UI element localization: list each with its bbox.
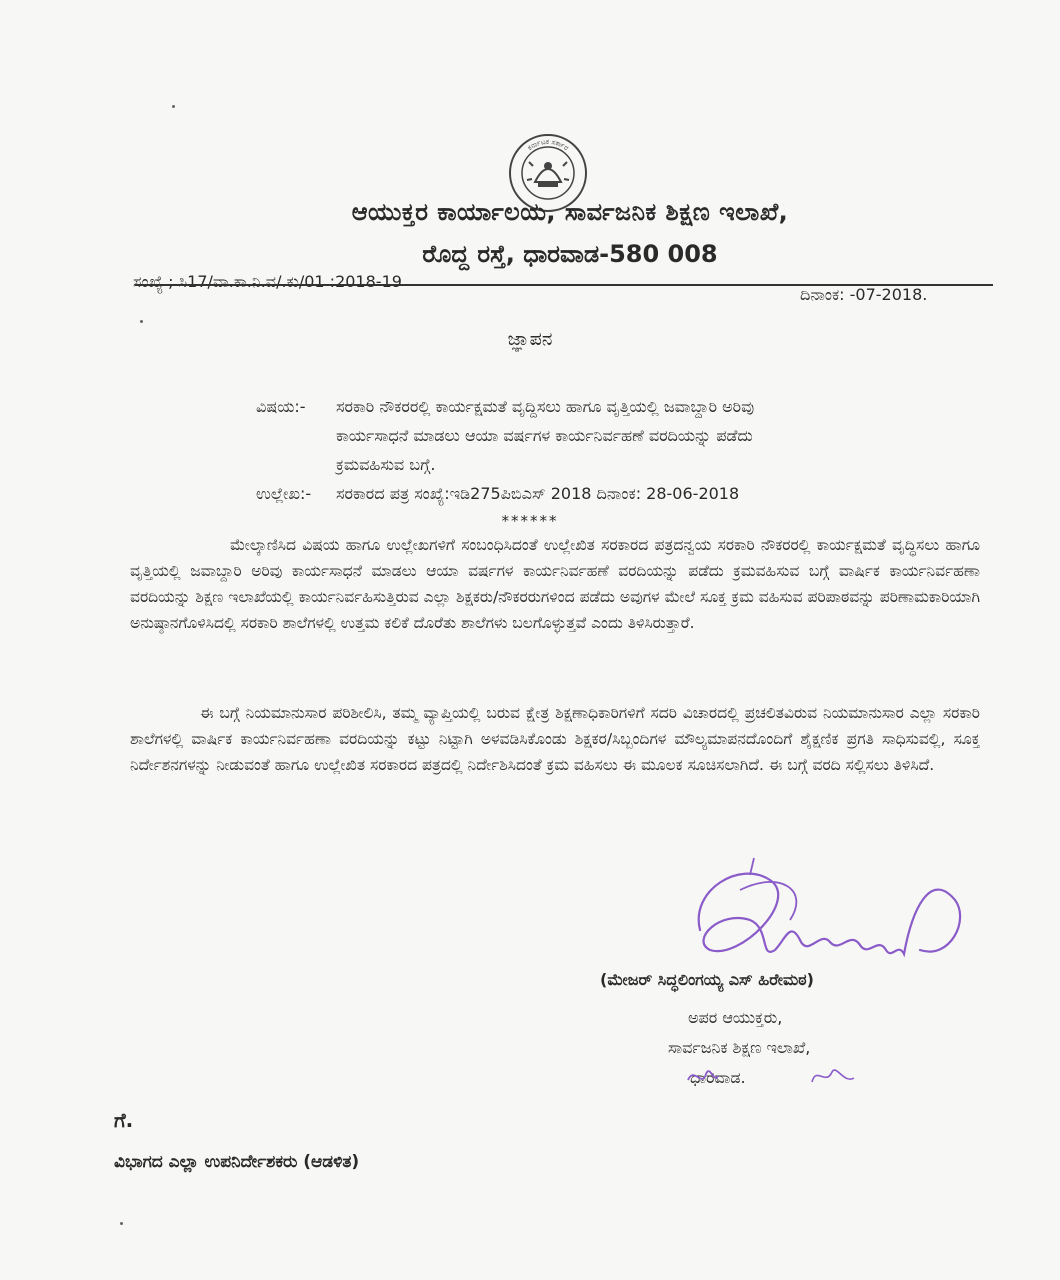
subject-line-3: ಕ್ರಮವಹಿಸುವ ಬಗ್ಗೆ.: [336, 455, 436, 474]
subject-line-2: ಕಾರ್ಯಸಾಧನೆ ಮಾಡಲು ಆಯಾ ವರ್ಷಗಳ ಕಾರ್ಯನಿರ್ವಹಣೆ ವರದಿಯನ್ನು ಪಡೆದು: [336, 426, 753, 445]
body-paragraph-1: ಮೇಲ್ಕಾಣಿಸಿದ ವಿಷಯ ಹಾಗೂ ಉಲ್ಲೇಖಗಳಿಗೆ ಸಂಬಂಧಿಸಿದಂತೆ ಉಲ್ಲೇಖಿತ ಸರಕಾರದ ಪತ್ರದನ್ವಯ ಸರಕಾರಿ ನೌಕರರಲ್ಲಿ ಕಾರ್ಯಕ್ಷಮತೆ ವೃದ್ಧಿಸಲು ಹಾಗೂ ವೃತ್ತಿಯಲ್ಲಿ ಜವಾಬ್ದಾರಿ ಅರಿವು ಕಾರ್ಯಸಾಧನೆ ಮಾಡಲು ಆಯಾ ವರ್ಷಗಳ ಕಾರ್ಯನಿರ್ವಹಣೆ ವರದಿಯನ್ನು ಪಡೆದು ಕ್ರಮವಹಿಸುವ ಬಗ್ಗೆ ವಾರ್ಷಿಕ ಕಾರ್ಯನಿರ್ವಹಣಾ ವರದಿಯನ್ನು ಶಿಕ್ಷಣ ಇಲಾಖೆಯಲ್ಲಿ ಕಾರ್ಯನಿರ್ವಹಿಸುತ್ತಿರುವ ಎಲ್ಲಾ ಶಿಕ್ಷಕರು/ನೌಕರರುಗಳಿಂದ ಪಡೆದು ಅವುಗಳ ಮೇಲೆ ಸೂಕ್ತ ಕ್ರಮ ವಹಿಸುವ ಪರಿಪಾಠವನ್ನು ಪರಿಣಾಮಕಾರಿಯಾಗಿ ಅನುಷ್ಠಾನಗೊಳಿಸಿದಲ್ಲಿ ಸರಕಾರಿ ಶಾಲೆಗಳಲ್ಲಿ ಉತ್ತಮ ಕಲಿಕೆ ದೊರೆತು ಶಾಲೆಗಳು ಬಲಗೊಳ್ಳುತ್ತವೆ ಎಂದು ತಿಳಿಸಿರುತ್ತಾರೆ.: [130, 536, 980, 632]
memo-date: ದಿನಾಂಕ: -07-2018.: [800, 285, 928, 304]
subject-line-1: ಸರಕಾರಿ ನೌಕರರಲ್ಲಿ ಕಾರ್ಯಕ್ಷಮತೆ ವೃದ್ದಿಸಲು ಹಾಗೂ ವೃತ್ತಿಯಲ್ಲಿ ಜವಾಬ್ದಾರಿ ಅರಿವು: [336, 397, 755, 416]
reference-text: ಸರಕಾರದ ಪತ್ರ ಸಂಖ್ಯೆ:ಇಡಿ275ಪಿಬಿಎಸ್ 2018 ದಿನಾಂಕ: 28-06-2018: [336, 484, 740, 503]
reference-block: [256, 484, 946, 504]
office-name: ಆಯುಕ್ತರ ಕಾರ್ಯಾಲಯ, ಸಾರ್ವಜನಿಕ ಶಿಕ್ಷಣ ಇಲಾಖೆ,: [351, 198, 789, 226]
signer-department: ಸಾರ್ವಜನಿಕ ಶಿಕ್ಷಣ ಇಲಾಖೆ,: [668, 1038, 811, 1057]
recipient: ವಿಭಾಗದ ಎಲ್ಲಾ ಉಪನಿರ್ದೇಶಕರು (ಆಡಳಿತ): [114, 1152, 360, 1172]
signer-name: (ಮೇಜರ್ ಸಿದ್ಧಲಿಂಗಯ್ಯ ಎಸ್ ಹಿರೇಮಠ): [600, 970, 814, 989]
subject-label: ವಿಷಯ:-: [256, 397, 306, 416]
memo-title: ಜ್ಞಾಪನ: [507, 328, 553, 350]
reference-number: ಸಂಖ್ಯೆ ; ಸಿ17/ವಾ.ಕಾ.ನಿ.ವ/.ಕು/01 :2018-19: [133, 272, 402, 291]
signer-location: ಧಾರವಾಡ.: [690, 1068, 746, 1087]
reference-label: ಉಲ್ಲೇಖ:-: [256, 484, 312, 503]
scan-speck: [120, 1222, 123, 1225]
handwritten-signature: [680, 850, 980, 990]
emblem-text: ಕರ್ನಾಟಕ ಸರ್ಕಾರ: [526, 137, 570, 153]
svg-text:ಕರ್ನಾಟಕ ಸರ್ಕಾರ: [526, 138, 570, 152]
handwritten-initials: [684, 1060, 884, 1090]
signer-designation: ಅಪರ ಆಯುಕ್ತರು,: [688, 1008, 783, 1027]
subject-block: [256, 392, 946, 479]
scan-speck: [172, 105, 175, 108]
office-address: ರೊದ್ದ ರಸ್ತೆ, ಧಾರವಾಡ-580 008: [422, 240, 718, 268]
separator: ******: [501, 512, 559, 530]
scan-speck: [140, 320, 143, 323]
body-paragraph-2: ಈ ಬಗ್ಗೆ ನಿಯಮಾನುಸಾರ ಪರಿಶೀಲಿಸಿ, ತಮ್ಮ ವ್ಯಾಪ್ತಿಯಲ್ಲಿ ಬರುವ ಕ್ಷೇತ್ರ ಶಿಕ್ಷಣಾಧಿಕಾರಿಗಳಿಗೆ ಸದರಿ ವಿಚಾರದಲ್ಲಿ ಪ್ರಚಲಿತವಿರುವ ನಿಯಮಾನುಸಾರ ಎಲ್ಲಾ ಸರಕಾರಿ ಶಾಲೆಗಳಲ್ಲಿ ವಾರ್ಷಿಕ ಕಾರ್ಯನಿರ್ವಹಣಾ ವರದಿಯನ್ನು ಕಟ್ಟು ನಿಟ್ಟಾಗಿ ಅಳವಡಿಸಿಕೊಂಡು ಶಿಕ್ಷಕರ/ಸಿಬ್ಬಂದಿಗಳ ಮೌಲ್ಯಮಾಪನದೊಂದಿಗೆ ಶೈಕ್ಷಣಿಕ ಪ್ರಗತಿ ಸಾಧಿಸುವಲ್ಲಿ, ಸೂಕ್ತ ನಿರ್ದೇಶನಗಳನ್ನು ನೀಡುವಂತೆ ಹಾಗೂ ಉಲ್ಲೇಖಿತ ಸರಕಾರದ ಪತ್ರದಲ್ಲಿ ನಿರ್ದೇಶಿಸಿದಂತೆ ಕ್ರಮ ವಹಿಸಲು ಈ ಮೂಲಕ ಸೂಚಿಸಲಾಗಿದೆ. ಈ ಬಗ್ಗೆ ವರದಿ ಸಲ್ಲಿಸಲು ತಿಳಿಸಿದೆ.: [130, 704, 980, 774]
to-label: ಗೆ.: [114, 1108, 134, 1132]
